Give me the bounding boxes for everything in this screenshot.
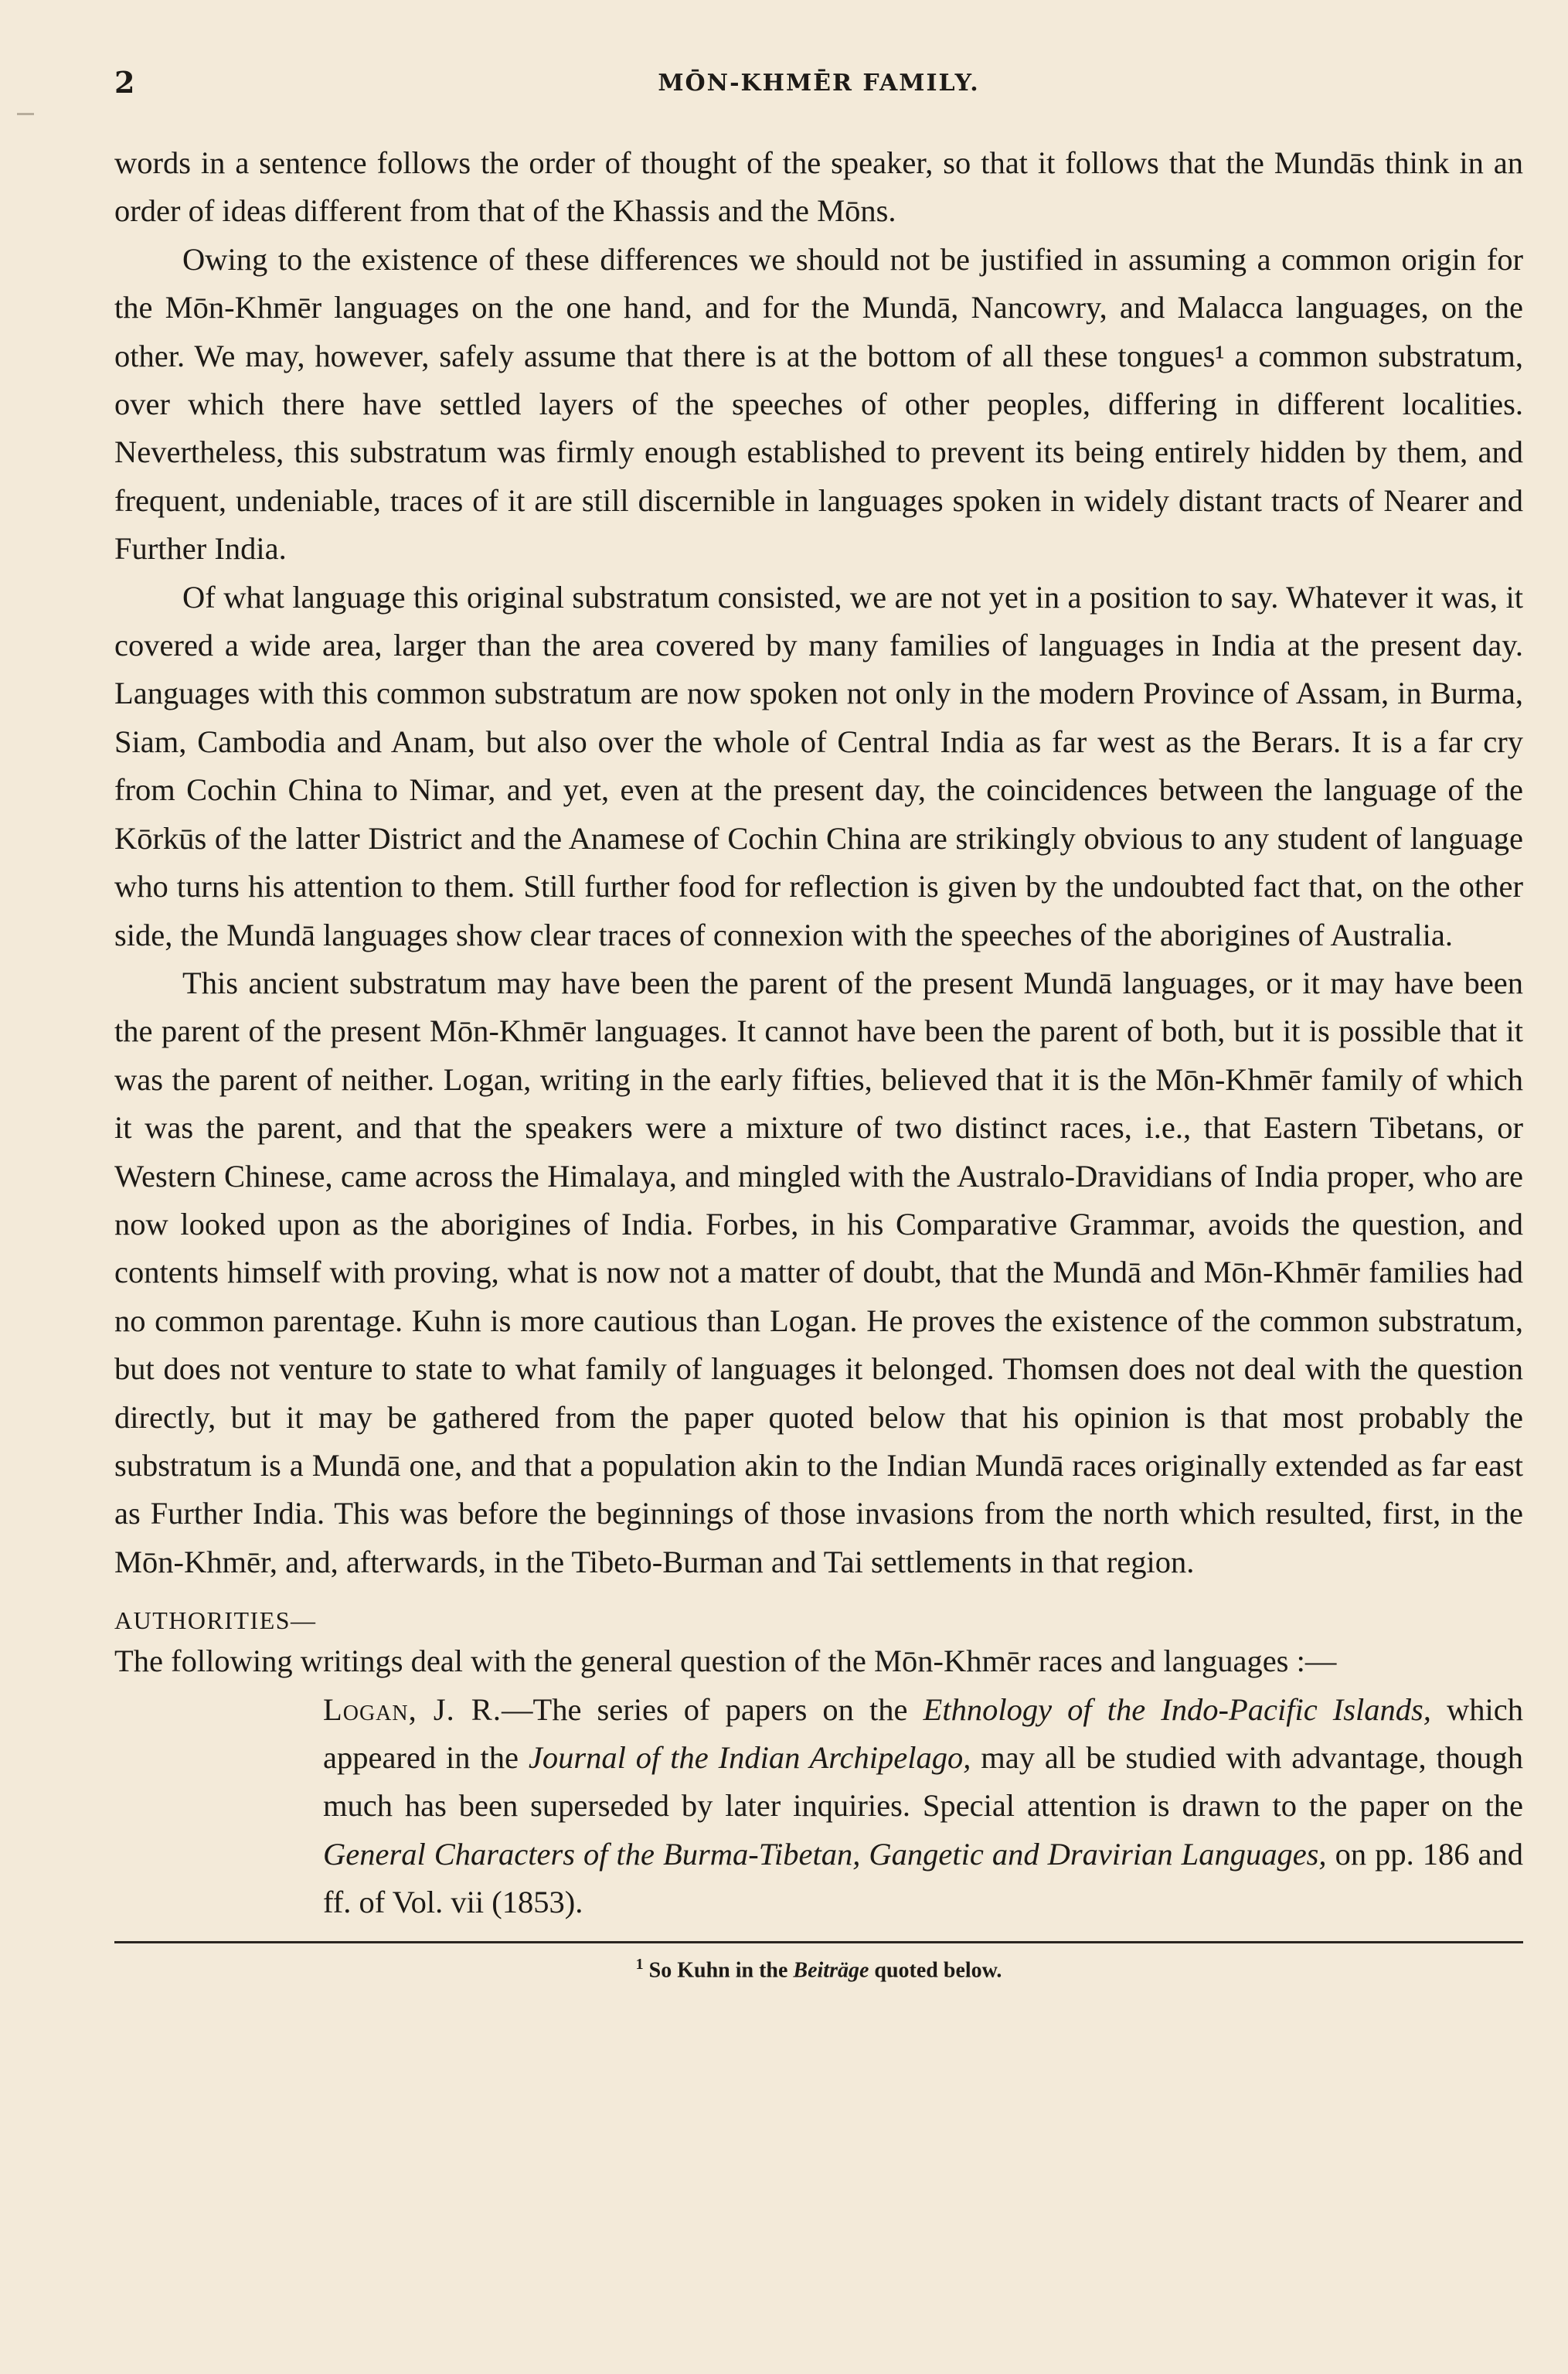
reference-entry [114,1686,1523,1927]
footnote-text: So Kuhn in the [643,1957,794,1982]
body-text [114,139,1523,1983]
reference-text: —The series of papers on the [501,1691,923,1727]
footnote-mark: 1 [635,1955,644,1973]
reference-text: which appeared in the [323,1691,1523,1775]
footnote [114,1956,1523,1983]
footnote-rule [114,1941,1523,1943]
running-title: MŌN-KHMĒR FAMILY. [658,70,980,97]
paragraph: Of what language this original substratum consisted, we are not yet in a position to say. Whatever it was, it covered a wide area, larger than the area covered by many families of languages in India at the present day. Languages with this common substratum are now spoken not only in the modern Province of Assam, in Burma, Siam, Cambodia and Anam, but also over the whole of Central India as far west as the Berars. It is a far cry from Cochin China to Nimar, and yet, even at the present day, the coincidences between the language of the Kōrkūs of the latter District and the Anamese of Cochin China are strikingly obvious to any student of language who turns his attention to them. Still further food for reflection is given by the undoubted fact that, on the other side, the Mundā languages show clear traces of connexion with the speeches of the aborigines of Australia. [114,579,1523,952]
reference-author: Logan, J. R. [323,1691,502,1727]
margin-mark [17,113,34,115]
paragraph: This ancient substratum may have been the parent of the present Mundā languages, or it may have been the parent of the present Mōn-Khmēr languages. It cannot have been the parent of both, but it is possible that it was the parent of neither. Logan, writing in the early fifties, believed that it is the Mōn-Khmēr family of which it was the parent, and that the speakers were a mixture of two distinct races, i.e., that Eastern Tibetans, or Western Chinese, came across the Himalaya, and mingled with the Australo-Dravidians of India proper, who are now looked upon as the aborigines of India. Forbes, in his Comparative Grammar, avoids the question, and contents himself with proving, what is now not a matter of doubt, that the Mundā and Mōn-Khmēr families had no common parentage. Kuhn is more cautious than Logan. He proves the existence of the common substratum, but does not venture to state to what family of languages it belonged. Thomsen does not deal with the question directly, but it may be gathered from the paper quoted below that his opinion is that most probably the substratum is a Mundā one, and that a population akin to the Indian Mundā races originally extended as far east as Further India. This was before the beginnings of those invasions from the north which resulted, first, in the Mōn-Khmēr, and, afterwards, in the Tibeto-Burman and Tai settlements in that region. [114,965,1523,1579]
running-header [114,65,1523,111]
paragraph: Owing to the existence of these differences we should not be justified in assuming a common origin for the Mōn-Khmēr languages on the one hand, and for the Mundā, Nancowry, and Malacca languages, on the other. We may, however, safely assume that there is at the bottom of all these tongues¹ a common substratum, over which there have settled layers of the speeches of other peoples, differing in different localities. Nevertheless, this substratum was firmly enough established to prevent its being entirely hidden by them, and frequent, undeniable, traces of it are still discernible in languages spoken in widely distant tracts of Nearer and Further India. [114,241,1523,567]
reference-title: General Characters of the Burma-Tibetan, Gangetic and Dravirian Languages, [323,1836,1327,1872]
reference-text: on pp. 186 and ff. of Vol. vii (1853). [323,1836,1523,1920]
reference-title: Ethnology of the Indo-Pacific Islands, [923,1691,1431,1727]
authorities-intro: The following writings deal with the general question of the Mōn-Khmēr races and languages :— [114,1643,1337,1679]
footnote-text: quoted below. [869,1957,1002,1982]
paragraph-continuation: words in a sentence follows the order of thought of the speaker, so that it follows that the Mundās think in an order of ideas different from that of the Khassis and the Mōns. [114,145,1523,229]
authorities-heading: AUTHORITIES— [114,1606,317,1635]
page-number: 2 [114,65,135,100]
reference-text: may all be studied with advantage, though much has been superseded by later inquiries. Special attention is drawn to the paper on the [323,1740,1523,1824]
reference-title: Journal of the Indian Archipelago, [528,1740,971,1775]
footnote-work-title: Beiträge [793,1957,869,1982]
